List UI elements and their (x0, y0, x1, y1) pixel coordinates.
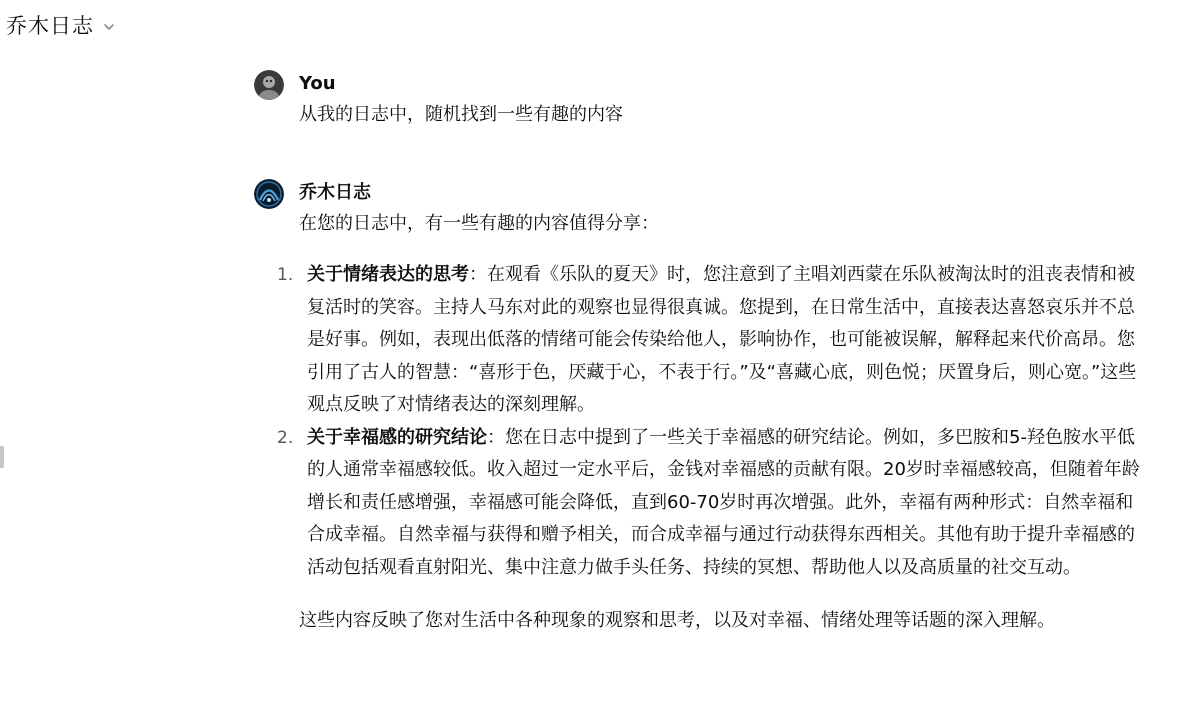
user-author-name: You (299, 73, 336, 94)
list-item-title: 关于情绪表达的思考 (307, 264, 469, 285)
user-message (254, 68, 1154, 129)
model-title: 乔木日志 (6, 14, 94, 38)
list-item (277, 422, 1147, 585)
assistant-author-name: 乔木日志 (299, 182, 371, 203)
list-item-body: ：您在日志中提到了一些关于幸福感的研究结论。例如，多巴胺和5-羟色胺水平低的人通常幸福感较低。收入超过一定水平后，金钱对幸福感的贡献有限。20岁时幸福感较高，但随着年龄增长和责任感增强，幸福感可能会降低，直到60-70岁时再次增强。此外，幸福有两种形式：自然幸福和合成幸福。自然幸福与获得和赠予相关，而合成幸福与通过行动获得东西相关。其他有助于提升幸福感的活动包括观看直射阳光、集中注意力做手头任务、持续的冥想、帮助他人以及高质量的社交互动。 (307, 426, 1140, 578)
assistant-intro-text: 在您的日志中，有一些有趣的内容值得分享： (299, 213, 659, 234)
user-avatar (254, 70, 284, 100)
list-item (277, 259, 1147, 422)
assistant-message (254, 177, 1154, 635)
chevron-down-icon (102, 20, 116, 34)
list-item-number: 2. (277, 427, 294, 448)
insight-list (277, 259, 1149, 584)
list-item-title: 关于幸福感的研究结论 (307, 426, 487, 448)
assistant-summary-text: 这些内容反映了您对生活中各种现象的观察和思考，以及对幸福、情绪处理等话题的深入理解。 (299, 610, 1055, 631)
gpt-avatar (254, 179, 284, 209)
list-item-number: 1. (277, 265, 294, 285)
user-message-text: 从我的日志中，随机找到一些有趣的内容 (299, 104, 623, 125)
list-item-body: ：在观看《乐队的夏天》时，您注意到了主唱刘西蒙在乐队被淘汰时的沮丧表情和被复活时的笑容。主持人马东对此的观察也显得很真诚。您提到，在日常生活中，直接表达喜怒哀乐并不总是好事。例如，表现出低落的情绪可能会传染给他人，影响协作，也可能被误解，解释起来代价高昂。您引用了古人的智慧：“喜形于色，厌藏于心，不表于行。”及“喜藏心底，则色悦；厌置身后，则心宽。”这些观点反映了对情绪表达的深刻理解。 (307, 264, 1137, 415)
conversation-thread (254, 68, 1154, 635)
sidebar-toggle-handle[interactable] (0, 446, 4, 468)
model-switcher[interactable] (6, 10, 116, 40)
